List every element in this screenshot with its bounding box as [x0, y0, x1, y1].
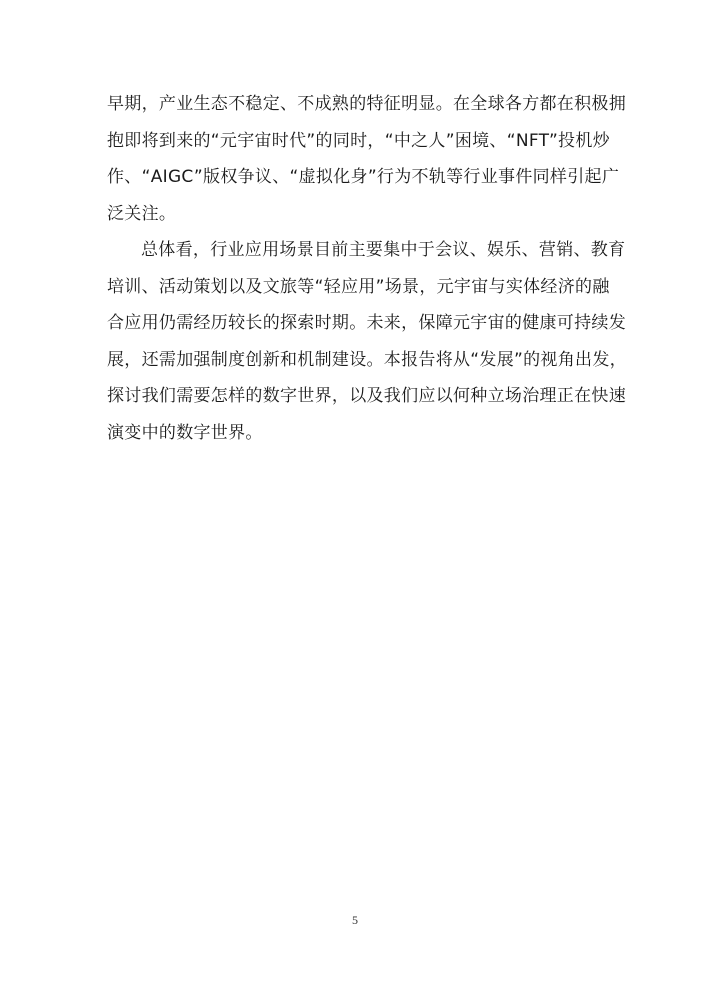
body-text: [107, 86, 627, 451]
text-line: 抱即将到来的“元宇宙时代”的同时，“中之人”困境、“NFT”投机炒: [107, 130, 610, 151]
paragraph-1: [107, 86, 626, 232]
text-line: 总体看，行业应用场景目前主要集中于会议、娱乐、营销、教育: [141, 240, 626, 260]
page-number: 5: [352, 913, 358, 927]
text-line: 作、“AIGC”版权争议、“虚拟化身”行为不轨等行业事件同样引起广: [107, 167, 620, 187]
paragraph-2: [107, 232, 627, 451]
text-line: 探讨我们需要怎样的数字世界，以及我们应以何种立场治理正在快速: [107, 386, 626, 406]
text-line: 展，还需加强制度创新和机制建设。本报告将从“发展”的视角出发，: [107, 349, 627, 370]
text-line: 早期，产业生态不稳定、不成熟的特征明显。在全球各方都在积极拥: [107, 94, 626, 114]
text-line: 演变中的数字世界。: [107, 422, 263, 443]
text-line: 合应用仍需经历较长的探索时期。未来，保障元宇宙的健康可持续发: [107, 313, 626, 333]
text-line: 培训、活动策划以及文旅等“轻应用”场景，元宇宙与实体经济的融: [107, 276, 610, 297]
text-line: 泛关注。: [107, 203, 177, 224]
